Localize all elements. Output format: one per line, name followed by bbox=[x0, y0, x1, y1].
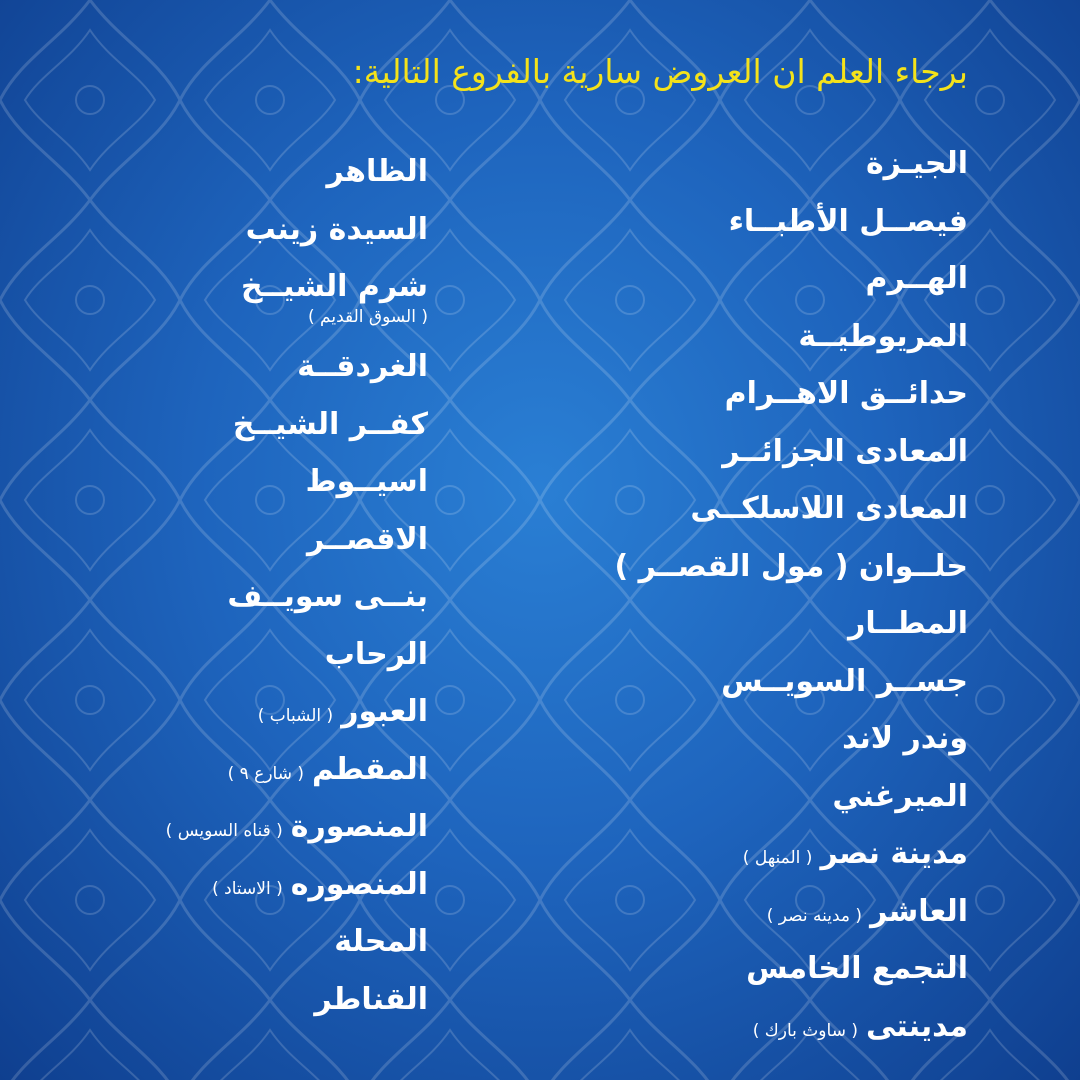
branch-item bbox=[538, 140, 968, 198]
branch-item bbox=[8, 458, 428, 516]
branch-note: ( ساوث بارك ) bbox=[752, 1020, 858, 1041]
branch-item bbox=[538, 658, 968, 716]
branch-note: ( مدينه نصر ) bbox=[766, 905, 863, 926]
branch-item bbox=[538, 370, 968, 428]
branch-name: السيدة زينب bbox=[245, 211, 428, 247]
branch-name: القناطر bbox=[314, 981, 428, 1017]
branch-item bbox=[8, 516, 428, 574]
branch-name: المريوطيــة bbox=[798, 318, 968, 354]
branch-item bbox=[538, 715, 968, 773]
branch-list-left bbox=[8, 148, 428, 1033]
branch-name: الجيـزة bbox=[865, 146, 968, 181]
branch-subnote: ( السوق القديم ) bbox=[308, 307, 428, 327]
branch-name: الغردقــة bbox=[297, 349, 428, 384]
branch-item bbox=[538, 773, 968, 831]
branch-item bbox=[538, 888, 968, 946]
branch-item bbox=[8, 401, 428, 459]
branch-item bbox=[538, 198, 968, 256]
branch-note: ( المنهل ) bbox=[742, 848, 813, 868]
page-title: برجاء العلم ان العروض سارية بالفروع التالية: bbox=[352, 52, 968, 91]
branch-name: الميرغني bbox=[832, 778, 968, 814]
branch-name: المقطم bbox=[311, 751, 428, 787]
branch-name: مدينتى bbox=[865, 1008, 968, 1044]
branch-name: المعادى اللاسلكــى bbox=[690, 491, 968, 526]
branch-item bbox=[538, 600, 968, 658]
branch-name: مدينة نصر bbox=[820, 836, 968, 871]
branch-item bbox=[8, 918, 428, 976]
branch-note: ( الشباب ) bbox=[257, 706, 334, 726]
branch-name: شرم الشيــخ bbox=[240, 269, 428, 304]
branch-name: جســر السويــس bbox=[721, 663, 968, 699]
branch-name: اسيــوط bbox=[305, 464, 428, 499]
branch-item bbox=[8, 263, 428, 343]
branch-item bbox=[538, 313, 968, 371]
branch-name: الاقصــر bbox=[307, 521, 428, 557]
branch-item bbox=[8, 688, 428, 746]
branch-item bbox=[538, 945, 968, 1003]
branch-item bbox=[538, 543, 968, 601]
branch-name: حدائــق الاهــرام bbox=[724, 376, 968, 411]
branch-name: كفــر الشيــخ bbox=[232, 406, 428, 442]
branch-name: المعادى الجزائــر bbox=[722, 433, 968, 469]
branch-item bbox=[538, 1003, 968, 1061]
branch-name: فيصــل الأطبــاء bbox=[728, 203, 968, 239]
branch-item bbox=[538, 830, 968, 888]
branch-item bbox=[8, 976, 428, 1034]
branch-name: المنصوره bbox=[290, 866, 428, 902]
branch-name: الرحاب bbox=[324, 636, 428, 672]
branch-name: العبور bbox=[341, 694, 428, 729]
branch-name: وندر لاند bbox=[842, 721, 968, 756]
branch-item bbox=[8, 631, 428, 689]
branch-item bbox=[8, 573, 428, 631]
branch-item bbox=[538, 428, 968, 486]
branch-name: الظاهر bbox=[326, 154, 428, 189]
branch-name: المنصورة bbox=[290, 809, 428, 844]
branch-name: المطــار bbox=[848, 606, 968, 641]
branch-item bbox=[8, 148, 428, 206]
branch-name: بنــى سويــف bbox=[227, 579, 428, 614]
branch-note: ( الاستاد ) bbox=[212, 878, 283, 899]
branch-list-right bbox=[538, 140, 968, 1060]
branch-note: ( قناه السويس ) bbox=[165, 821, 283, 841]
branch-item bbox=[8, 803, 428, 861]
branch-item bbox=[538, 485, 968, 543]
branch-name: العاشر bbox=[870, 893, 968, 929]
branch-name: حلــوان ( مول القصــر ) bbox=[614, 548, 968, 584]
branch-name: المحلة bbox=[334, 924, 428, 959]
branch-note: ( شارع ٩ ) bbox=[227, 763, 304, 784]
branch-item bbox=[538, 255, 968, 313]
branch-item bbox=[8, 861, 428, 919]
branch-item bbox=[8, 343, 428, 401]
branch-name: الهــرم bbox=[865, 261, 968, 296]
branch-name: التجمع الخامس bbox=[746, 951, 968, 986]
branch-item bbox=[8, 206, 428, 264]
branch-item bbox=[8, 746, 428, 804]
